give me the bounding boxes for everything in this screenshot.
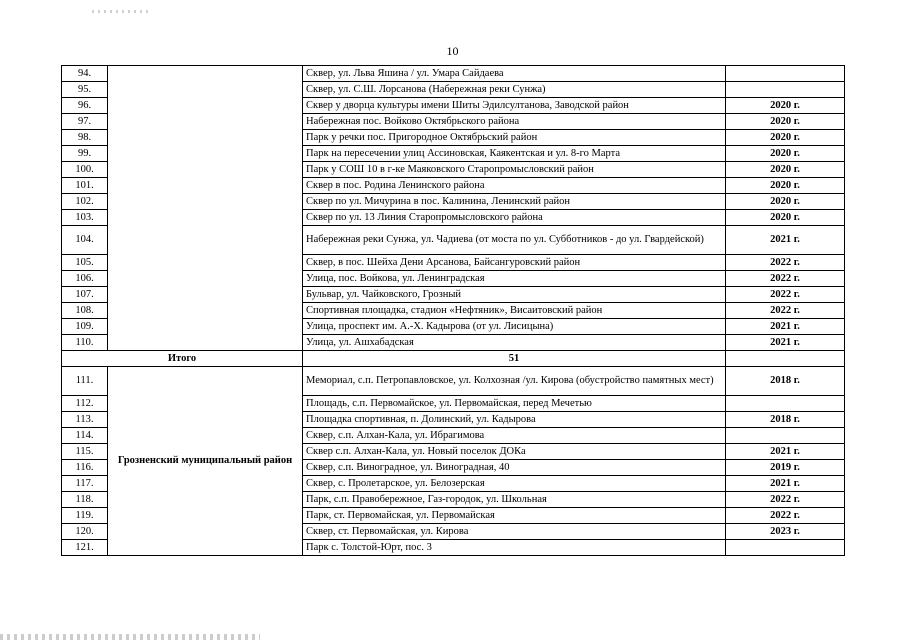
row-number: 108. [62, 303, 108, 319]
object-description: Мемориал, с.п. Петропавловское, ул. Колхозная /ул. Кирова (обустройство памятных мест) [303, 367, 726, 396]
scan-artifact-bottom [0, 634, 260, 640]
table-row [62, 367, 845, 396]
total-label: Итого [62, 351, 303, 367]
row-number: 110. [62, 335, 108, 351]
row-number: 120. [62, 524, 108, 540]
object-description: Улица, ул. Ашхабадская [303, 335, 726, 351]
year-cell: 2022 г. [726, 287, 845, 303]
row-number: 104. [62, 226, 108, 255]
year-cell: 2020 г. [726, 162, 845, 178]
year-cell: 2022 г. [726, 271, 845, 287]
object-description: Сквер, ст. Первомайская, ул. Кирова [303, 524, 726, 540]
object-description: Парк, ст. Первомайская, ул. Первомайская [303, 508, 726, 524]
total-row [62, 351, 845, 367]
object-description: Спортивная площадка, стадион «Нефтяник», Висаитовский район [303, 303, 726, 319]
table-row [62, 66, 845, 82]
object-description: Сквер, с. Пролетарское, ул. Белозерская [303, 476, 726, 492]
row-number: 99. [62, 146, 108, 162]
improvement-objects-table [61, 65, 845, 556]
object-description: Улица, проспект им. А.-Х. Кадырова (от ул. Лисицына) [303, 319, 726, 335]
year-cell: 2021 г. [726, 226, 845, 255]
year-cell: 2019 г. [726, 460, 845, 476]
row-number: 117. [62, 476, 108, 492]
row-number: 107. [62, 287, 108, 303]
total-empty [726, 351, 845, 367]
district-name: Грозненский муниципальный район [108, 367, 303, 556]
row-number: 116. [62, 460, 108, 476]
year-cell: 2020 г. [726, 178, 845, 194]
year-cell: 2021 г. [726, 319, 845, 335]
year-cell: 2018 г. [726, 412, 845, 428]
row-number: 101. [62, 178, 108, 194]
row-number: 100. [62, 162, 108, 178]
row-number: 97. [62, 114, 108, 130]
row-number: 112. [62, 396, 108, 412]
row-number: 102. [62, 194, 108, 210]
year-cell: 2020 г. [726, 130, 845, 146]
row-number: 105. [62, 255, 108, 271]
year-cell [726, 428, 845, 444]
row-number: 118. [62, 492, 108, 508]
object-description: Улица, пос. Войкова, ул. Ленинградская [303, 271, 726, 287]
object-description: Бульвар, ул. Чайковского, Грозный [303, 287, 726, 303]
row-number: 111. [62, 367, 108, 396]
row-number: 106. [62, 271, 108, 287]
object-description: Сквер у дворца культуры имени Шиты Эдилсултанова, Заводской район [303, 98, 726, 114]
object-description: Сквер, ул. С.Ш. Лорсанова (Набережная реки Сунжа) [303, 82, 726, 98]
object-description: Набережная реки Сунжа, ул. Чадиева (от моста по ул. Субботников - до ул. Гвардейской) [303, 226, 726, 255]
total-value: 51 [303, 351, 726, 367]
year-cell: 2020 г. [726, 114, 845, 130]
year-cell: 2022 г. [726, 492, 845, 508]
year-cell [726, 396, 845, 412]
object-description: Парк на пересечении улиц Ассиновская, Каякентская и ул. 8-го Марта [303, 146, 726, 162]
object-description: Сквер с.п. Алхан-Кала, ул. Новый поселок ДОКа [303, 444, 726, 460]
year-cell: 2022 г. [726, 255, 845, 271]
year-cell: 2021 г. [726, 444, 845, 460]
row-number: 115. [62, 444, 108, 460]
object-description: Парк с. Толстой-Юрт, пос. 3 [303, 540, 726, 556]
year-cell [726, 540, 845, 556]
object-description: Сквер в пос. Родина Ленинского района [303, 178, 726, 194]
object-description: Сквер по ул. 13 Линия Старопромысловского района [303, 210, 726, 226]
year-cell: 2020 г. [726, 194, 845, 210]
row-number: 98. [62, 130, 108, 146]
object-description: Сквер, ул. Льва Яшина / ул. Умара Сайдаева [303, 66, 726, 82]
object-description: Парк у СОШ 10 в г-ке Маяковского Старопромысловский район [303, 162, 726, 178]
row-number: 114. [62, 428, 108, 444]
scan-artifact-top [92, 10, 152, 13]
year-cell [726, 82, 845, 98]
row-number: 95. [62, 82, 108, 98]
row-number: 113. [62, 412, 108, 428]
row-number: 109. [62, 319, 108, 335]
row-number: 94. [62, 66, 108, 82]
district-cell [108, 66, 303, 351]
object-description: Сквер, с.п. Виноградное, ул. Виноградная, 40 [303, 460, 726, 476]
year-cell [726, 66, 845, 82]
object-description: Парк, с.п. Правобережное, Газ-городок, ул. Школьная [303, 492, 726, 508]
object-description: Площадка спортивная, п. Долинский, ул. Кадырова [303, 412, 726, 428]
object-description: Парк у речки пос. Пригородное Октябрьский район [303, 130, 726, 146]
year-cell: 2022 г. [726, 508, 845, 524]
row-number: 119. [62, 508, 108, 524]
object-description: Сквер по ул. Мичурина в пос. Калинина, Ленинский район [303, 194, 726, 210]
year-cell: 2018 г. [726, 367, 845, 396]
year-cell: 2020 г. [726, 98, 845, 114]
year-cell: 2023 г. [726, 524, 845, 540]
object-description: Сквер, с.п. Алхан-Кала, ул. Ибрагимова [303, 428, 726, 444]
row-number: 103. [62, 210, 108, 226]
row-number: 96. [62, 98, 108, 114]
row-number: 121. [62, 540, 108, 556]
object-description: Площадь, с.п. Первомайское, ул. Первомайская, перед Мечетью [303, 396, 726, 412]
year-cell: 2021 г. [726, 335, 845, 351]
object-description: Набережная пос. Войково Октябрьского района [303, 114, 726, 130]
page-number: 10 [446, 44, 459, 58]
object-description: Сквер, в пос. Шейха Дени Арсанова, Байсангуровский район [303, 255, 726, 271]
year-cell: 2020 г. [726, 210, 845, 226]
year-cell: 2022 г. [726, 303, 845, 319]
year-cell: 2021 г. [726, 476, 845, 492]
year-cell: 2020 г. [726, 146, 845, 162]
